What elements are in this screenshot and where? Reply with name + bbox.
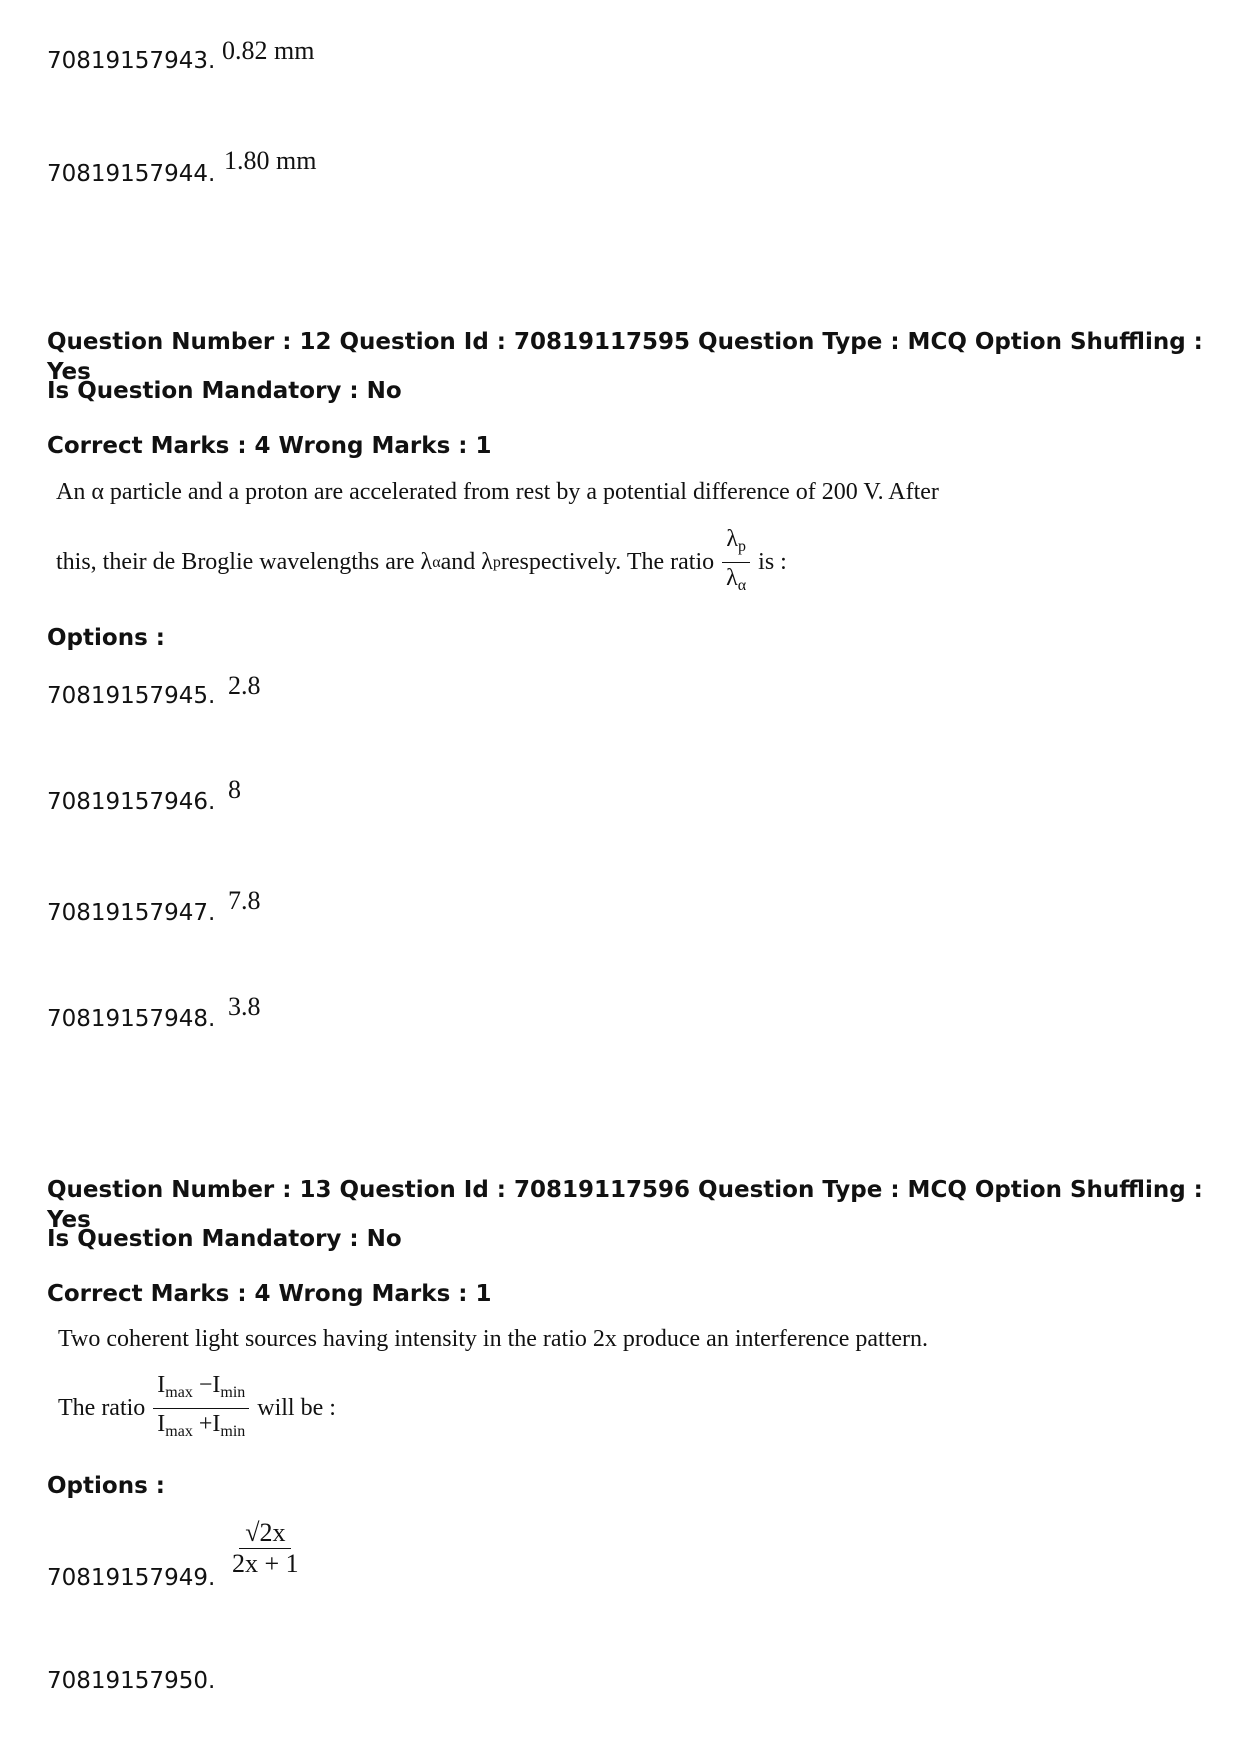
question-text-line2 <box>58 1370 336 1447</box>
denominator-sub-max: max <box>165 1423 193 1440</box>
option-value: 2.8 <box>228 671 261 700</box>
option-id: 70819157948. <box>47 1006 216 1032</box>
question-meta: Question Number : 13 Question Id : 70819117596 Question Type : MCQ Option Shuffling : Yes <box>47 1177 1203 1233</box>
option-id: 70819157945. <box>47 683 216 709</box>
ratio-numerator-sub: p <box>737 538 746 555</box>
text-fragment: and λ <box>440 549 493 575</box>
question-text-line1: An α particle and a proton are accelerated from rest by a potential difference of 200 V. After <box>56 479 939 505</box>
question-mandatory: Is Question Mandatory : No <box>47 1226 402 1252</box>
option-value: 3.8 <box>228 992 261 1021</box>
option-value: 8 <box>228 775 241 804</box>
text-fragment: is : <box>758 549 787 575</box>
option-id: 70819157949. <box>47 1565 216 1591</box>
text-fragment: this, their de Broglie wavelengths are λ <box>56 549 433 575</box>
numerator-minus: −I <box>192 1372 221 1398</box>
options-label: Options : <box>47 1473 165 1499</box>
option-id: 70819157944. <box>47 161 216 187</box>
numerator-sub-min: min <box>220 1384 246 1401</box>
option-fraction <box>228 1518 303 1579</box>
denominator-sub-min: min <box>220 1423 246 1440</box>
question-text-line2 <box>56 524 787 601</box>
ratio-numerator: λ <box>726 526 738 552</box>
denominator-plus: +I <box>192 1411 221 1437</box>
option-value: 0.82 mm <box>222 36 315 65</box>
option-value: 1.80 mm <box>224 146 317 175</box>
question-marks: Correct Marks : 4 Wrong Marks : 1 <box>47 1281 492 1307</box>
text-fragment: will be : <box>257 1395 336 1421</box>
question-marks: Correct Marks : 4 Wrong Marks : 1 <box>47 433 492 459</box>
fraction-denominator: 2x + 1 <box>232 1549 299 1578</box>
question-text-line1: Two coherent light sources having intensity in the ratio 2x produce an interference pattern. <box>58 1326 929 1352</box>
question-meta: Question Number : 12 Question Id : 70819117595 Question Type : MCQ Option Shuffling : Yes <box>47 329 1203 385</box>
options-label: Options : <box>47 625 165 651</box>
ratio-fraction <box>722 524 750 601</box>
ratio-denominator-sub: α <box>737 577 747 594</box>
option-id: 70819157946. <box>47 789 216 815</box>
denominator-i: I <box>157 1411 166 1437</box>
intensity-ratio-fraction <box>153 1370 249 1447</box>
subscript-p: p <box>492 553 501 571</box>
text-fragment: respectively. The ratio <box>500 549 715 575</box>
option-value <box>228 1518 303 1579</box>
option-value: 7.8 <box>228 886 261 915</box>
option-id: 70819157947. <box>47 900 216 926</box>
subscript-alpha: α <box>432 553 441 571</box>
option-id: 70819157950. <box>47 1668 216 1694</box>
option-id: 70819157943. <box>47 48 216 74</box>
numerator-sub-max: max <box>165 1384 193 1401</box>
ratio-denominator: λ <box>726 565 738 591</box>
numerator-i: I <box>157 1372 166 1398</box>
fraction-numerator: √2x <box>239 1518 291 1549</box>
question-mandatory: Is Question Mandatory : No <box>47 378 402 404</box>
text-fragment: The ratio <box>58 1395 146 1421</box>
